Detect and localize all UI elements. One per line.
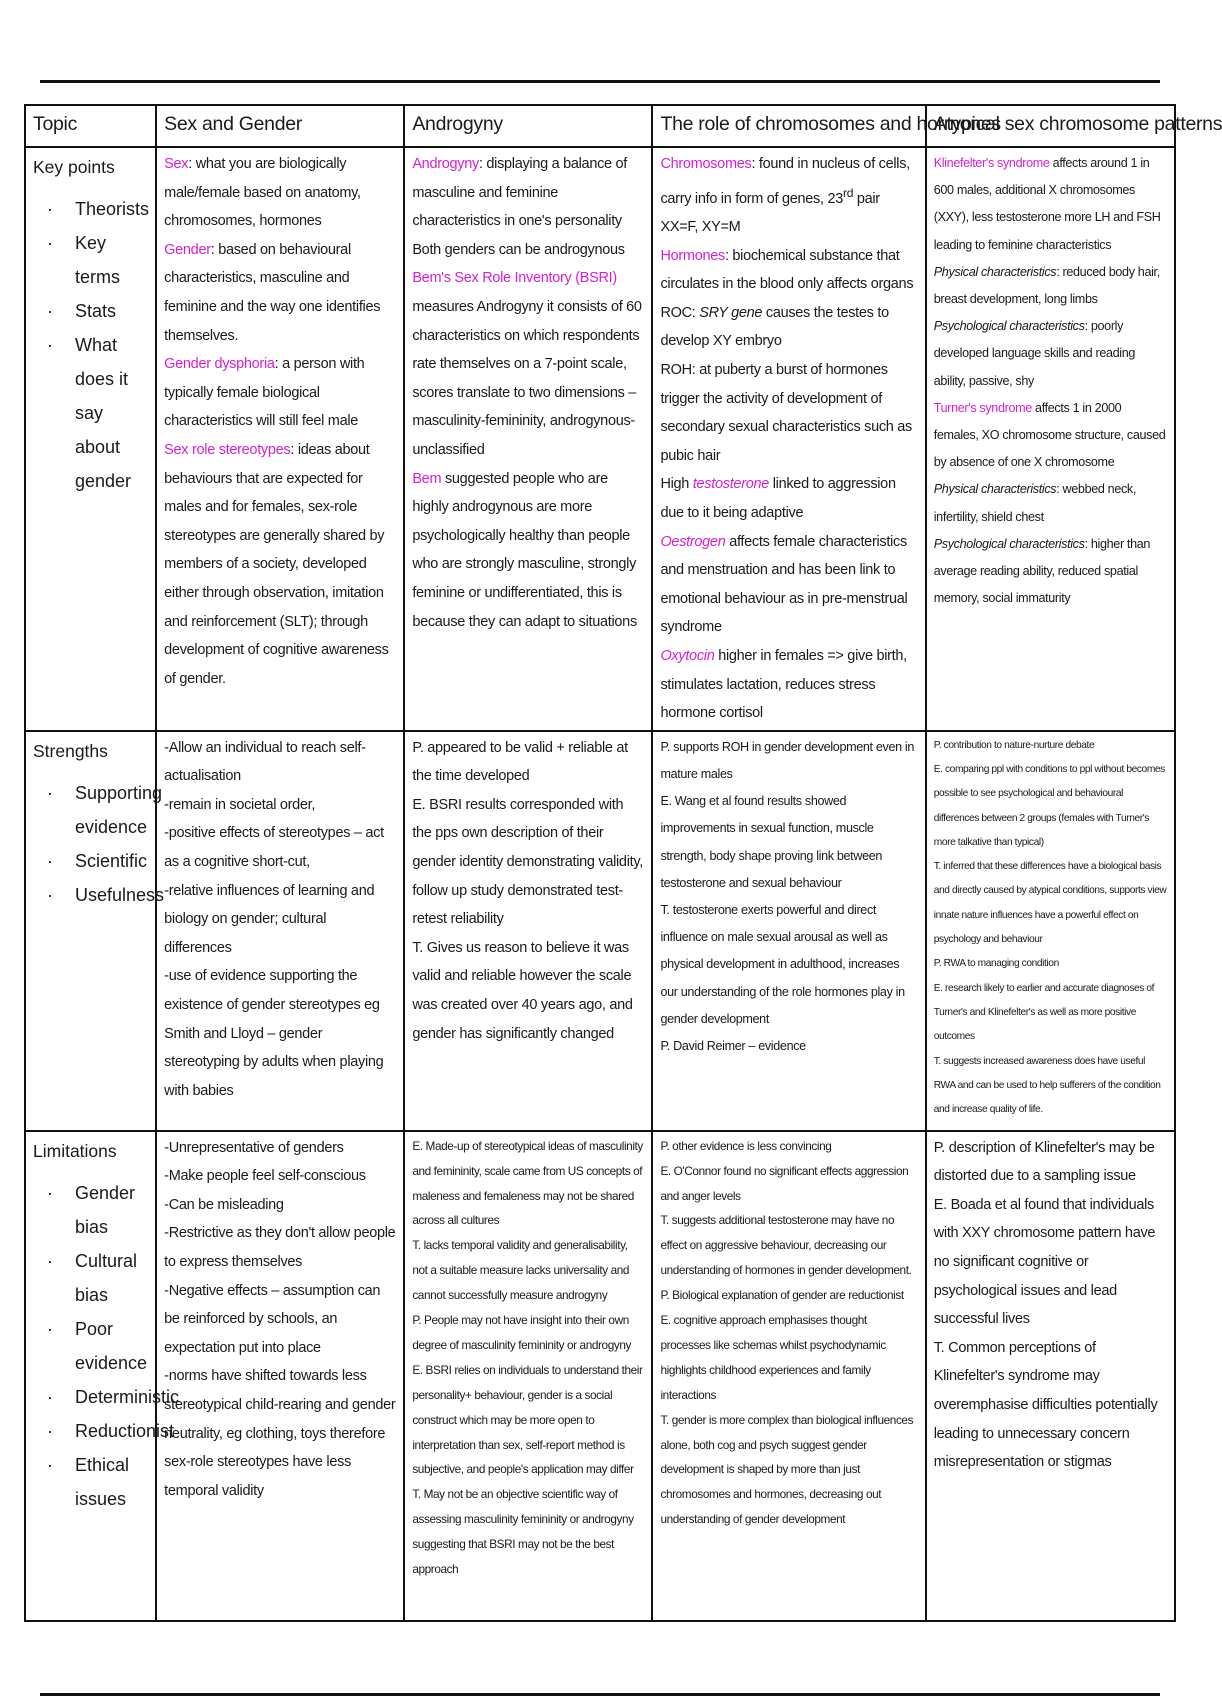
definition: : displaying a balance of masculine and feminine characteristics in one's personality (412, 156, 628, 230)
list-item: · Usefulness (75, 878, 148, 912)
key-term: Gender dysphoria (164, 356, 275, 373)
strengths-chromosomes: P. supports ROH in gender development even in mature males E. Wang et al found results showed improvements in sexual function, muscle strength, body shape proving link between testosterone and sexual behaviour T. testosterone exerts powerful and direct influence on male sexual arousal as well as physical development in adulthood, increases our understanding of the role hormones play in gender development P. David Reimer – evidence (660, 739, 914, 1053)
key-term: Chromosomes (660, 156, 752, 172)
row-label: Limitations (33, 1140, 117, 1161)
header-chromosomes: The role of chromosomes and hormones (652, 105, 925, 147)
definition: : found in nucleus of cells, carry info in form of genes, 23 (660, 156, 910, 207)
key-term: Sex (164, 156, 189, 172)
strengths-androgyny: P. appeared to be valid + reliable at the time developed E. BSRI results corresponded with the pps own description of their gender identity demonstrating validity, follow up study demonstrated test-retest reliability T. Gives us reason to believe it was valid and reliable however the scale was created over 40 years ago, and gender has significantly changed (412, 739, 643, 1042)
key-term: Hormones (660, 247, 725, 264)
definition: : what you are biologically male/female based on anatomy, chromosomes, hormones (164, 156, 361, 230)
revision-table (24, 104, 1222, 1622)
header-atypical: Atypical sex chromosome patterns (926, 105, 1175, 147)
prefix: High (660, 476, 693, 493)
strengths-atypical: P. contribution to nature-nurture debate E. comparing ppl with conditions to ppl without becomes possible to see psychological and behavioural differences between 2 groups (females with Turner's more talkative than typical) T. inferred that these differences have a biological basis and directly caused by atypical conditions, supports view innate nature influences have a powerful effect on psychology and behaviour P. RWA to managing condition E. research likely to earlier and accurate diagnoses of Turner's and Klinefelter's as well as more positive outcomes T. suggests increased awareness does have useful RWA and can be used to help sufferers of the condition and increase quality of life. (933, 739, 1167, 1116)
definition: : webbed neck, infertility, shield chest (933, 482, 1137, 524)
key-sex-gender-cell (156, 147, 404, 731)
list-item: · Stats (75, 294, 148, 328)
definition: higher in females => give birth, stimulates lactation, reduces stress hormone cortisol (660, 647, 907, 722)
strengths-label-cell (25, 731, 165, 1131)
row-label: Key points (33, 157, 115, 177)
list-item: · Theorists (75, 192, 148, 226)
key-points-row (25, 147, 1175, 731)
limitations-androgyny: E. Made-up of stereotypical ideas of masculinity and femininity, scale came from US concepts of maleness and femaleness may not be shared across all cultures T. lacks temporal validity and generalisability, not a suitable measure lacks universality and cannot successfully measure androgyny P. People may not have insight into their own degree of masculinity femininity or androgyny E. BSRI relies on individuals to understand their personality+ behaviour, gender is a social construct which may be more open to interpretation than sex, self-report method is subjective, and people's application may differ T. May not be an objective scientific way of assessing masculinity femininity or androgyny suggesting that BSRI may not be the best approach (412, 1138, 643, 1577)
superscript: rd (842, 185, 854, 200)
list-item: · Reductionist (75, 1414, 148, 1448)
definition: : biochemical substance that circulates in the blood only affects organs (660, 247, 914, 293)
key-androgyny-cell (404, 147, 652, 731)
definition: pair XX=F, XY=M (660, 190, 880, 236)
list-item: · Deterministic (75, 1380, 148, 1414)
note: ROH: at puberty a burst of hormones trigger the activity of development of secondary sexual characteristics such as pubic hair (660, 361, 912, 464)
key-term: Bem's Sex Role Inventory (BSRI) (412, 270, 617, 287)
italic-term: Psychological characteristics (933, 319, 1085, 334)
key-term: testosterone (692, 476, 770, 493)
strengths-list (33, 776, 165, 912)
definition: affects 1 in 2000 females, XO chromosome structure, caused by absence of one X chromosome (933, 400, 1166, 470)
key-points-label-cell (25, 147, 156, 731)
definition: causes the testes to develop XY embryo (660, 304, 889, 350)
list-item: · Key terms (75, 226, 148, 294)
key-points-list (33, 192, 148, 498)
key-term: Oestrogen (660, 533, 726, 550)
key-term: Gender (164, 241, 211, 258)
limitations-label-cell (25, 1131, 180, 1621)
key-chromosomes-cell (652, 147, 925, 731)
limitations-list (33, 1176, 180, 1516)
key-term: Bem (412, 470, 442, 487)
key-term: Turner's syndrome (933, 400, 1032, 415)
prefix: ROC: (660, 304, 700, 321)
definition: linked to aggression due to it being adaptive (660, 476, 896, 521)
limitations-atypical: P. description of Klinefelter's may be distorted due to a sampling issue E. Boada et al found that individuals with XXY chromosome pattern have no significant cognitive or psychological issues and lead successful lives T. Common perceptions of Klinefelter's syndrome may overemphasise difficulties potentially leading to unnecessary concern misrepresentation or stigmas (933, 1139, 1158, 1471)
italic-term: Psychological characteristics (933, 536, 1085, 551)
key-term: Klinefelter's syndrome (933, 156, 1050, 170)
key-term: Androgyny (412, 156, 479, 172)
definition: : ideas about behaviours that are expected for males and for females, sex-role stereotypes are generally shared by members of a society, developed either through observation, imitation and reinforcement (SLT); through development of cognitive awareness of gender. (164, 441, 389, 687)
list-item: · Ethical issues (75, 1448, 148, 1516)
italic-term: Physical characteristics (933, 482, 1057, 497)
limitations-chromosomes: P. other evidence is less convincing E. O'Connor found no significant effects aggression and anger levels T. suggests additional testosterone may have no effect on aggressive behaviour, decreasing our understanding of hormones in gender development. P. Biological explanation of gender are reductionist E. cognitive approach emphasises thought processes like schemas whilst psychodynamic highlights childhood experiences and family interactions T. gender is more complex than biological influences alone, both cog and psych suggest gender development is shaped by more than just chromosomes and hormones, decreasing out understanding of gender development (660, 1138, 914, 1527)
header-androgyny: Androgyny (404, 105, 652, 147)
italic-term: Physical characteristics (933, 264, 1057, 279)
header-sex-gender: Sex and Gender (156, 105, 404, 147)
definition: : based on behavioural characteristics, masculine and feminine and the way one identifies themselves. (164, 241, 381, 344)
key-atypical-cell (926, 147, 1175, 731)
limitations-row (25, 1131, 1175, 1621)
italic-term: SRY gene (699, 304, 763, 321)
definition: suggested people who are highly androgynous are more psychologically healthy than people who are strongly masculine, strongly feminine or undifferentiated, this is because they can adapt to situations (412, 470, 637, 630)
list-item: · Gender bias (75, 1176, 148, 1244)
strengths-row (25, 731, 1175, 1131)
row-label: Strengths (33, 740, 108, 761)
definition: : poorly developed language skills and reading ability, passive, shy (933, 319, 1136, 388)
top-rule (40, 80, 1160, 83)
definition: : reduced body hair, breast development, long limbs (933, 264, 1160, 307)
header-row (25, 105, 1175, 147)
definition: measures Androgyny it consists of 60 characteristics on which respondents rate themselves on a 7-point scale, scores translate to two dimensions – masculinity-femininity, androgynous-unclassified (412, 298, 642, 458)
definition: : higher than average reading ability, reduced spatial memory, social immaturity (933, 536, 1151, 606)
list-item: · Supporting evidence (75, 776, 148, 844)
header-topic: Topic (25, 105, 156, 147)
list-item: · Cultural bias (75, 1244, 148, 1312)
definition: affects female characteristics and menstruation and has been link to emotional behaviour as in pre-menstrual syndrome (660, 533, 908, 636)
list-item: · What does it say about gender (75, 328, 148, 498)
key-term: Oxytocin (660, 647, 715, 664)
definition: affects around 1 in 600 males, additional X chromosomes (XXY), less testosterone more LH and FSH leading to feminine characteristics (933, 156, 1161, 252)
limitations-sex-gender: -Unrepresentative of genders -Make people feel self-conscious -Can be misleading -Restrictive as they don't allow people to express themselves -Negative effects – assumption can be reinforced by schools, an expectation put into place -norms have shifted towards less stereotypical child-rearing and gender neutrality, eg clothing, toys therefore sex-role stereotypes have less temporal validity (164, 1139, 396, 1499)
list-item: · Poor evidence (75, 1312, 148, 1380)
bottom-rule (40, 1693, 1160, 1696)
list-item: · Scientific (75, 844, 148, 878)
strengths-sex-gender: -Allow an individual to reach self-actualisation -remain in societal order, -positive effects of stereotypes – act as a cognitive short-cut, -relative influences of learning and biology on gender; cultural differences -use of evidence supporting the existence of gender stereotypes eg Smith and Lloyd – gender stereotyping by adults when playing with babies (164, 739, 384, 1099)
key-term: Sex role stereotypes (164, 441, 291, 458)
note: Both genders can be androgynous (412, 241, 625, 258)
definition: : a person with typically female biological characteristics will still feel male (164, 356, 365, 430)
